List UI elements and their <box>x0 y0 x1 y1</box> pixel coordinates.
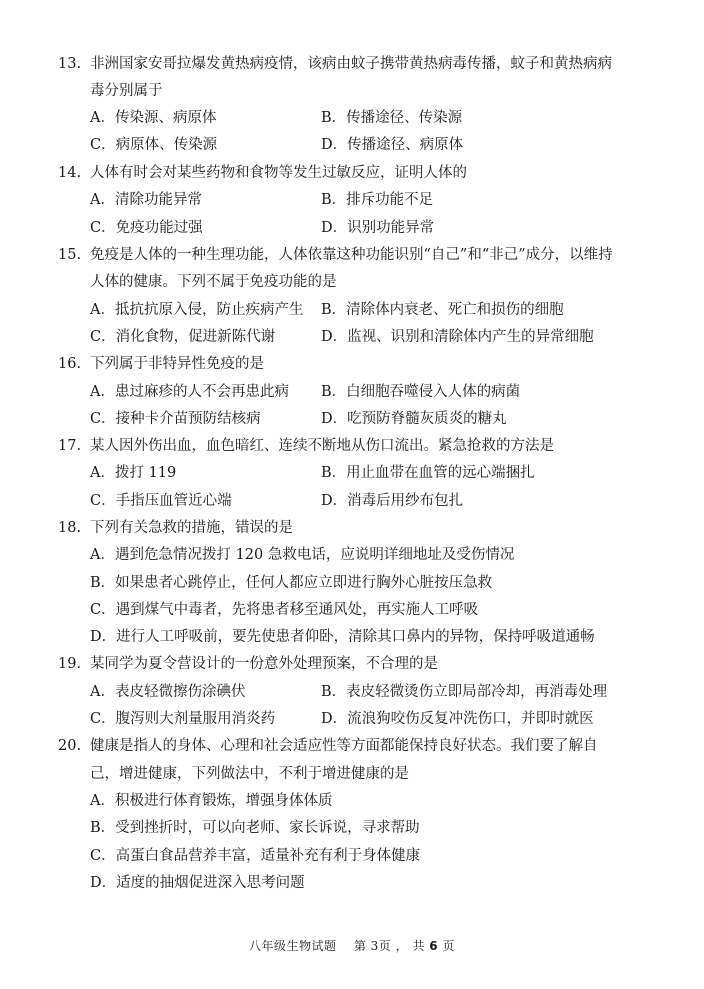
question-stem-line: 己，增进健康，下列做法中，不利于增进健康的是 <box>90 766 409 782</box>
option-a: A．传染源、病原体 <box>90 110 217 126</box>
option-a: A．患过麻疹的人不会再患此病 <box>90 384 289 400</box>
option-c: C．接种卡介苗预防结核病 <box>90 411 261 427</box>
option-c: C．手指压血管近心端 <box>90 493 232 509</box>
question-number: 13. <box>58 56 82 72</box>
option-d: D．流浪狗咬伤反复冲洗伤口，并即时就医 <box>321 711 594 727</box>
question-number: 18. <box>58 520 82 536</box>
option-b: B．用止血带在血管的远心端捆扎 <box>321 465 535 481</box>
question-stem-line: 下列属于非特异性免疫的是 <box>90 356 264 372</box>
footer-subject: 八年级生物试题 <box>249 939 337 953</box>
question-number: 17. <box>58 438 82 454</box>
question-stem-line: 人体有时会对某些药物和食物等发生过敏反应，证明人体的 <box>90 165 467 181</box>
option-c: C．病原体、传染源 <box>90 137 218 153</box>
footer-separator: ， <box>395 939 409 953</box>
question-stem-line: 人体的健康。下列不属于免疫功能的是 <box>90 274 337 290</box>
footer-total-suffix: 页 <box>442 939 455 953</box>
option-c: C．遇到煤气中毒者，先将患者移至通风处，再实施人工呼吸 <box>90 602 479 618</box>
option-a: A．拨打 119 <box>90 465 177 481</box>
question-stem-line: 健康是指人的身体、心理和社会适应性等方面都能保持良好状态。我们要了解自 <box>90 738 598 754</box>
option-d: D．适度的抽烟促进深入思考问题 <box>90 875 305 891</box>
footer-total-prefix: 共 <box>412 939 425 953</box>
question-stem-line: 非洲国家安哥拉爆发黄热病疫情，该病由蚊子携带黄热病毒传播，蚊子和黄热病病 <box>90 56 612 72</box>
option-b: B．传播途径、传染源 <box>321 110 463 126</box>
footer-page-number: 第 3页 <box>353 939 392 953</box>
option-c: C．腹泻则大剂量服用消炎药 <box>90 711 276 727</box>
question-stem-line: 免疫是人体的一种生理功能，人体依靠这种功能识别“自己”和“非己”成分，以维持 <box>90 247 613 263</box>
option-a: A．表皮轻微擦伤涂碘伏 <box>90 684 246 700</box>
option-b: B．如果患者心跳停止，任何人都应立即进行胸外心脏按压急救 <box>90 575 493 591</box>
question-stem-line: 某同学为夏令营设计的一份意外处理预案，不合理的是 <box>90 656 438 672</box>
option-d: D．识别功能异常 <box>321 220 435 236</box>
option-d: D．传播途径、病原体 <box>321 137 464 153</box>
option-a: A．积极进行体育锻炼，增强身体体质 <box>90 793 333 809</box>
footer-total-number: 6 <box>429 939 439 953</box>
question-stem-line: 某人因外伤出血，血色暗红、连续不断地从伤口流出。紧急抢救的方法是 <box>90 438 554 454</box>
question-number: 15. <box>58 247 82 263</box>
option-b: B．受到挫折时，可以向老师、家长诉说，寻求帮助 <box>90 820 420 836</box>
option-c: C．免疫功能过强 <box>90 220 203 236</box>
option-d: D．消毒后用纱布包扎 <box>321 493 464 509</box>
question-stem-line: 毒分别属于 <box>90 83 163 99</box>
option-c: C．消化食物，促进新陈代谢 <box>90 329 276 345</box>
option-b: B．排斥功能不足 <box>321 192 434 208</box>
question-stem-line: 下列有关急救的措施，错误的是 <box>90 520 293 536</box>
option-a: A．遇到危急情况拨打 120 急救电话，应说明详细地址及受伤情况 <box>90 547 515 563</box>
option-a: A．清除功能异常 <box>90 192 202 208</box>
question-number: 16. <box>58 356 82 372</box>
option-d: D．监视、识别和清除体内产生的异常细胞 <box>321 329 594 345</box>
option-b: B．白细胞吞噬侵入人体的病菌 <box>321 384 521 400</box>
option-b: B．表皮轻微烫伤立即局部冷却，再消毒处理 <box>321 684 608 700</box>
question-number: 14. <box>58 165 82 181</box>
option-d: D．进行人工呼吸前，要先使患者仰卧，清除其口鼻内的异物，保持呼吸道通畅 <box>90 629 595 645</box>
question-number: 20. <box>58 738 82 754</box>
option-d: D．吃预防脊髓灰质炎的糖丸 <box>321 411 507 427</box>
option-c: C．高蛋白食品营养丰富，适量补充有利于身体健康 <box>90 848 421 864</box>
option-a: A．抵抗抗原入侵，防止疾病产生 <box>90 302 304 318</box>
page-footer <box>0 937 704 954</box>
question-number: 19. <box>58 656 82 672</box>
option-b: B．清除体内衰老、死亡和损伤的细胞 <box>321 302 564 318</box>
